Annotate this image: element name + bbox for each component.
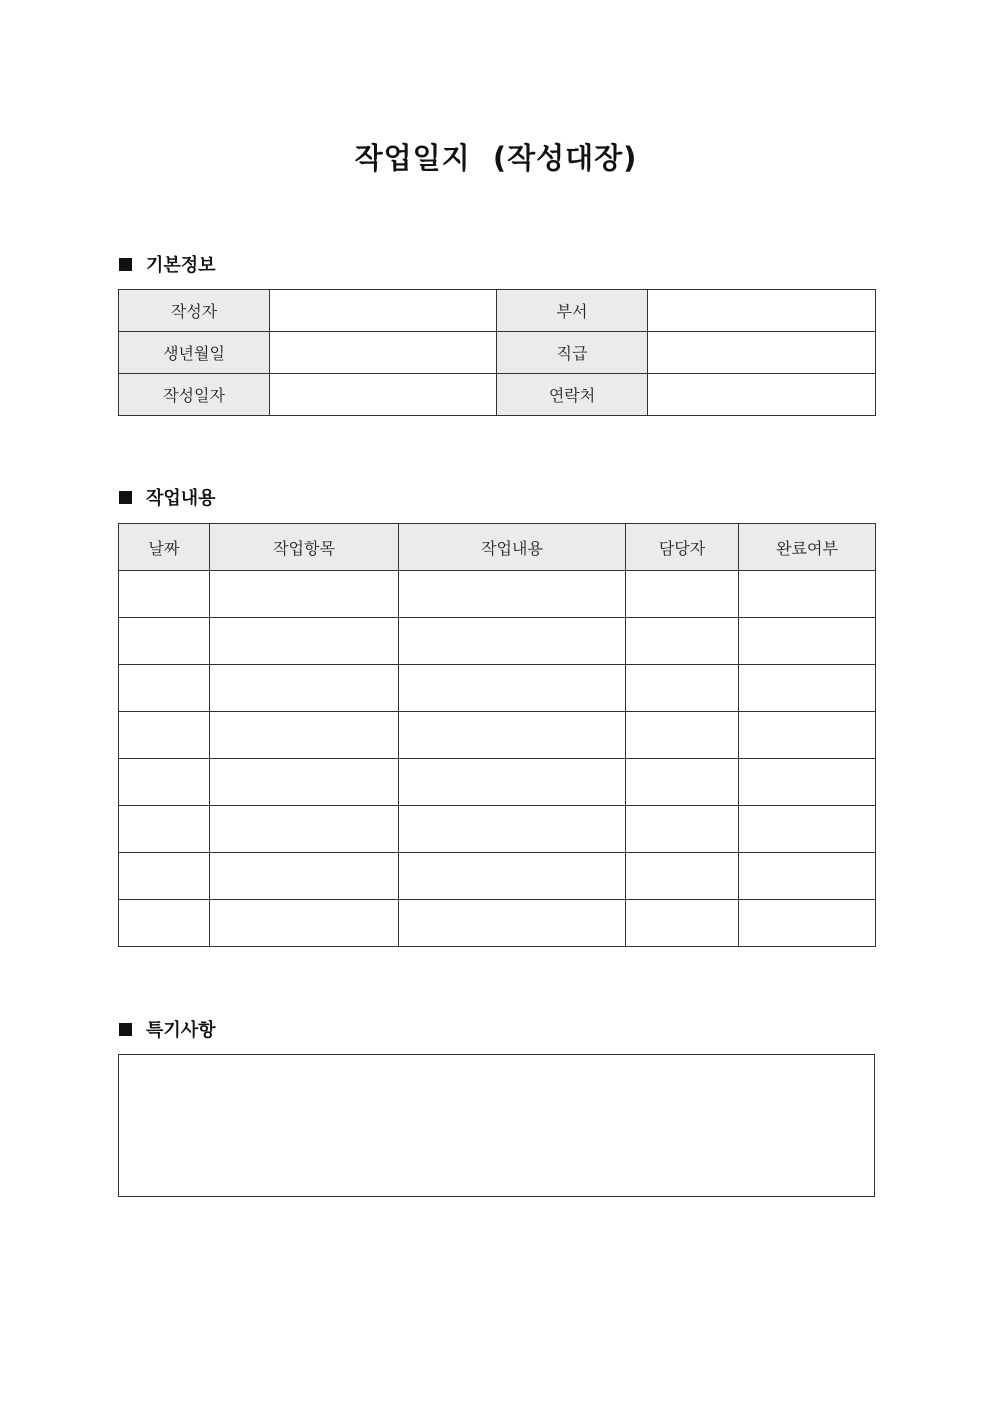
assignee-cell[interactable]: [626, 571, 739, 618]
position-field[interactable]: [648, 332, 876, 374]
date-cell[interactable]: [119, 853, 210, 900]
written-date-field[interactable]: [270, 374, 497, 416]
assignee-cell[interactable]: [626, 759, 739, 806]
section-heading-label: 기본정보: [146, 255, 216, 276]
date-cell[interactable]: [119, 712, 210, 759]
work-item-cell[interactable]: [210, 665, 399, 712]
table-row: [119, 759, 876, 806]
assignee-cell[interactable]: [626, 618, 739, 665]
date-cell[interactable]: [119, 665, 210, 712]
completion-cell[interactable]: [739, 806, 876, 853]
table-row: [119, 806, 876, 853]
column-header-work-content: 작업내용: [399, 524, 626, 571]
assignee-cell[interactable]: [626, 900, 739, 947]
work-content-cell[interactable]: [399, 759, 626, 806]
completion-cell[interactable]: [739, 665, 876, 712]
basic-info-table: [118, 289, 876, 416]
work-item-cell[interactable]: [210, 712, 399, 759]
column-header-date: 날짜: [119, 524, 210, 571]
work-item-cell[interactable]: [210, 618, 399, 665]
work-item-cell[interactable]: [210, 571, 399, 618]
department-field[interactable]: [648, 290, 876, 332]
column-header-work-item: 작업항목: [210, 524, 399, 571]
author-label: 작성자: [119, 290, 270, 332]
square-bullet-icon: [119, 258, 132, 271]
square-bullet-icon: [119, 1023, 132, 1036]
table-header-row: [119, 524, 876, 571]
work-content-cell[interactable]: [399, 571, 626, 618]
completion-cell[interactable]: [739, 759, 876, 806]
table-row: [119, 374, 876, 416]
position-label: 직급: [497, 332, 648, 374]
contact-label: 연락처: [497, 374, 648, 416]
work-content-cell[interactable]: [399, 665, 626, 712]
work-content-table: [118, 523, 876, 947]
birthdate-field[interactable]: [270, 332, 497, 374]
section-heading-work-content: [119, 485, 216, 509]
assignee-cell[interactable]: [626, 853, 739, 900]
date-cell[interactable]: [119, 618, 210, 665]
table-row: [119, 290, 876, 332]
completion-cell[interactable]: [739, 618, 876, 665]
author-field[interactable]: [270, 290, 497, 332]
date-cell[interactable]: [119, 806, 210, 853]
table-row: [119, 712, 876, 759]
section-heading-label: 특기사항: [146, 1020, 216, 1041]
contact-field[interactable]: [648, 374, 876, 416]
work-content-cell[interactable]: [399, 806, 626, 853]
date-cell[interactable]: [119, 571, 210, 618]
table-row: [119, 853, 876, 900]
column-header-assignee: 담당자: [626, 524, 739, 571]
completion-cell[interactable]: [739, 900, 876, 947]
work-content-cell[interactable]: [399, 618, 626, 665]
date-cell[interactable]: [119, 900, 210, 947]
department-label: 부서: [497, 290, 648, 332]
remarks-textarea[interactable]: [118, 1054, 875, 1197]
completion-cell[interactable]: [739, 571, 876, 618]
table-row: [119, 900, 876, 947]
work-item-cell[interactable]: [210, 759, 399, 806]
column-header-completion: 완료여부: [739, 524, 876, 571]
section-heading-label: 작업내용: [146, 488, 216, 509]
work-content-cell[interactable]: [399, 900, 626, 947]
square-bullet-icon: [119, 491, 132, 504]
birthdate-label: 생년월일: [119, 332, 270, 374]
completion-cell[interactable]: [739, 853, 876, 900]
section-heading-basic-info: [119, 252, 216, 276]
work-item-cell[interactable]: [210, 806, 399, 853]
completion-cell[interactable]: [739, 712, 876, 759]
date-cell[interactable]: [119, 759, 210, 806]
table-row: [119, 332, 876, 374]
assignee-cell[interactable]: [626, 712, 739, 759]
assignee-cell[interactable]: [626, 806, 739, 853]
section-heading-remarks: [119, 1017, 216, 1041]
work-content-cell[interactable]: [399, 853, 626, 900]
work-item-cell[interactable]: [210, 900, 399, 947]
assignee-cell[interactable]: [626, 665, 739, 712]
work-content-cell[interactable]: [399, 712, 626, 759]
written-date-label: 작성일자: [119, 374, 270, 416]
document-title: 작업일지 (작성대장): [354, 141, 638, 175]
table-row: [119, 571, 876, 618]
work-item-cell[interactable]: [210, 853, 399, 900]
table-row: [119, 618, 876, 665]
table-row: [119, 665, 876, 712]
